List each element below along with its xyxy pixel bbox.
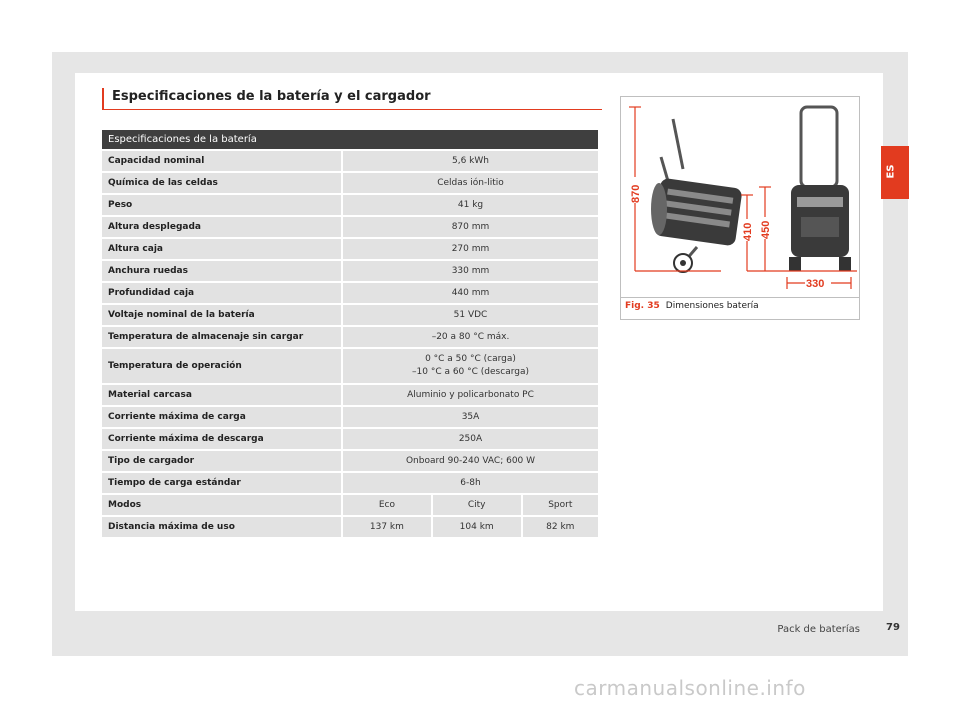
row-label: Altura desplegada (102, 217, 343, 237)
dim-870-label: 870 (630, 184, 642, 203)
table-row (102, 261, 598, 281)
row-label: Voltaje nominal de la batería (102, 305, 343, 325)
row-label: Profundidad caja (102, 283, 343, 303)
range-row (102, 517, 598, 537)
row-value: 270 mm (343, 239, 598, 259)
figure-caption-text: Dimensiones batería (665, 301, 759, 311)
range-eco: 137 km (343, 517, 433, 537)
row-label: Corriente máxima de carga (102, 407, 343, 427)
row-label: Anchura ruedas (102, 261, 343, 281)
row-value: Celdas ión-litio (343, 173, 598, 193)
table-title: Especificaciones de la batería (102, 130, 598, 149)
table-row (102, 451, 598, 471)
row-value: 35A (343, 407, 598, 427)
modes-row (102, 495, 598, 515)
figure-number: Fig. 35 (625, 301, 660, 311)
row-value: 5,6 kWh (343, 151, 598, 171)
table-row (102, 429, 598, 449)
table-row (102, 195, 598, 215)
row-label: Altura caja (102, 239, 343, 259)
table-row (102, 151, 598, 171)
language-tab-label: ES (885, 164, 897, 179)
table-row (102, 173, 598, 193)
row-value: –20 a 80 °C máx. (343, 327, 598, 347)
table-row (102, 407, 598, 427)
range-sport: 82 km (523, 517, 598, 537)
row-value: Onboard 90-240 VAC; 600 W (343, 451, 598, 471)
row-value: 330 mm (343, 261, 598, 281)
mode-eco: Eco (343, 495, 433, 515)
range-city: 104 km (433, 517, 523, 537)
row-label: Temperatura de almacenaje sin cargar (102, 327, 343, 347)
battery-figure (620, 96, 860, 320)
section-heading (102, 88, 602, 110)
row-value: 6-8h (343, 473, 598, 493)
row-value: 51 VDC (343, 305, 598, 325)
row-label: Peso (102, 195, 343, 215)
page-number: 79 (886, 622, 900, 633)
modes-label: Modos (102, 495, 343, 515)
mode-sport: Sport (523, 495, 598, 515)
row-label: Química de las celdas (102, 173, 343, 193)
row-value: 870 mm (343, 217, 598, 237)
table-row (102, 385, 598, 405)
table-row (102, 327, 598, 347)
dim-330-label: 330 (806, 278, 825, 290)
language-tab (881, 146, 909, 199)
table-row (102, 283, 598, 303)
footer-section-title: Pack de baterías (777, 624, 860, 635)
section-heading-text: Especificaciones de la batería y el cargador (112, 89, 431, 104)
table-row (102, 305, 598, 325)
row-value: 250A (343, 429, 598, 449)
table-row (102, 349, 598, 383)
row-label: Corriente máxima de descarga (102, 429, 343, 449)
row-value-line: 0 °C a 50 °C (carga) (425, 354, 516, 364)
row-label: Temperatura de operación (102, 349, 343, 383)
row-value: 41 kg (343, 195, 598, 215)
row-label: Tipo de cargador (102, 451, 343, 471)
row-label: Material carcasa (102, 385, 343, 405)
dim-450-label: 450 (760, 220, 772, 239)
battery-dimensions-illustration (621, 97, 859, 298)
dim-410-label: 410 (742, 222, 754, 241)
row-label: Tiempo de carga estándar (102, 473, 343, 493)
range-label: Distancia máxima de uso (102, 517, 343, 537)
row-label: Capacidad nominal (102, 151, 343, 171)
row-value (343, 349, 598, 383)
table-row (102, 217, 598, 237)
row-value-line: –10 °C a 60 °C (descarga) (412, 367, 529, 377)
row-value: Aluminio y policarbonato PC (343, 385, 598, 405)
row-value: 440 mm (343, 283, 598, 303)
figure-caption (625, 301, 759, 311)
table-header-row (102, 130, 598, 149)
table-row (102, 473, 598, 493)
mode-city: City (433, 495, 523, 515)
table-row (102, 239, 598, 259)
battery-spec-table (102, 128, 598, 539)
watermark: carmanualsonline.info (574, 676, 806, 700)
